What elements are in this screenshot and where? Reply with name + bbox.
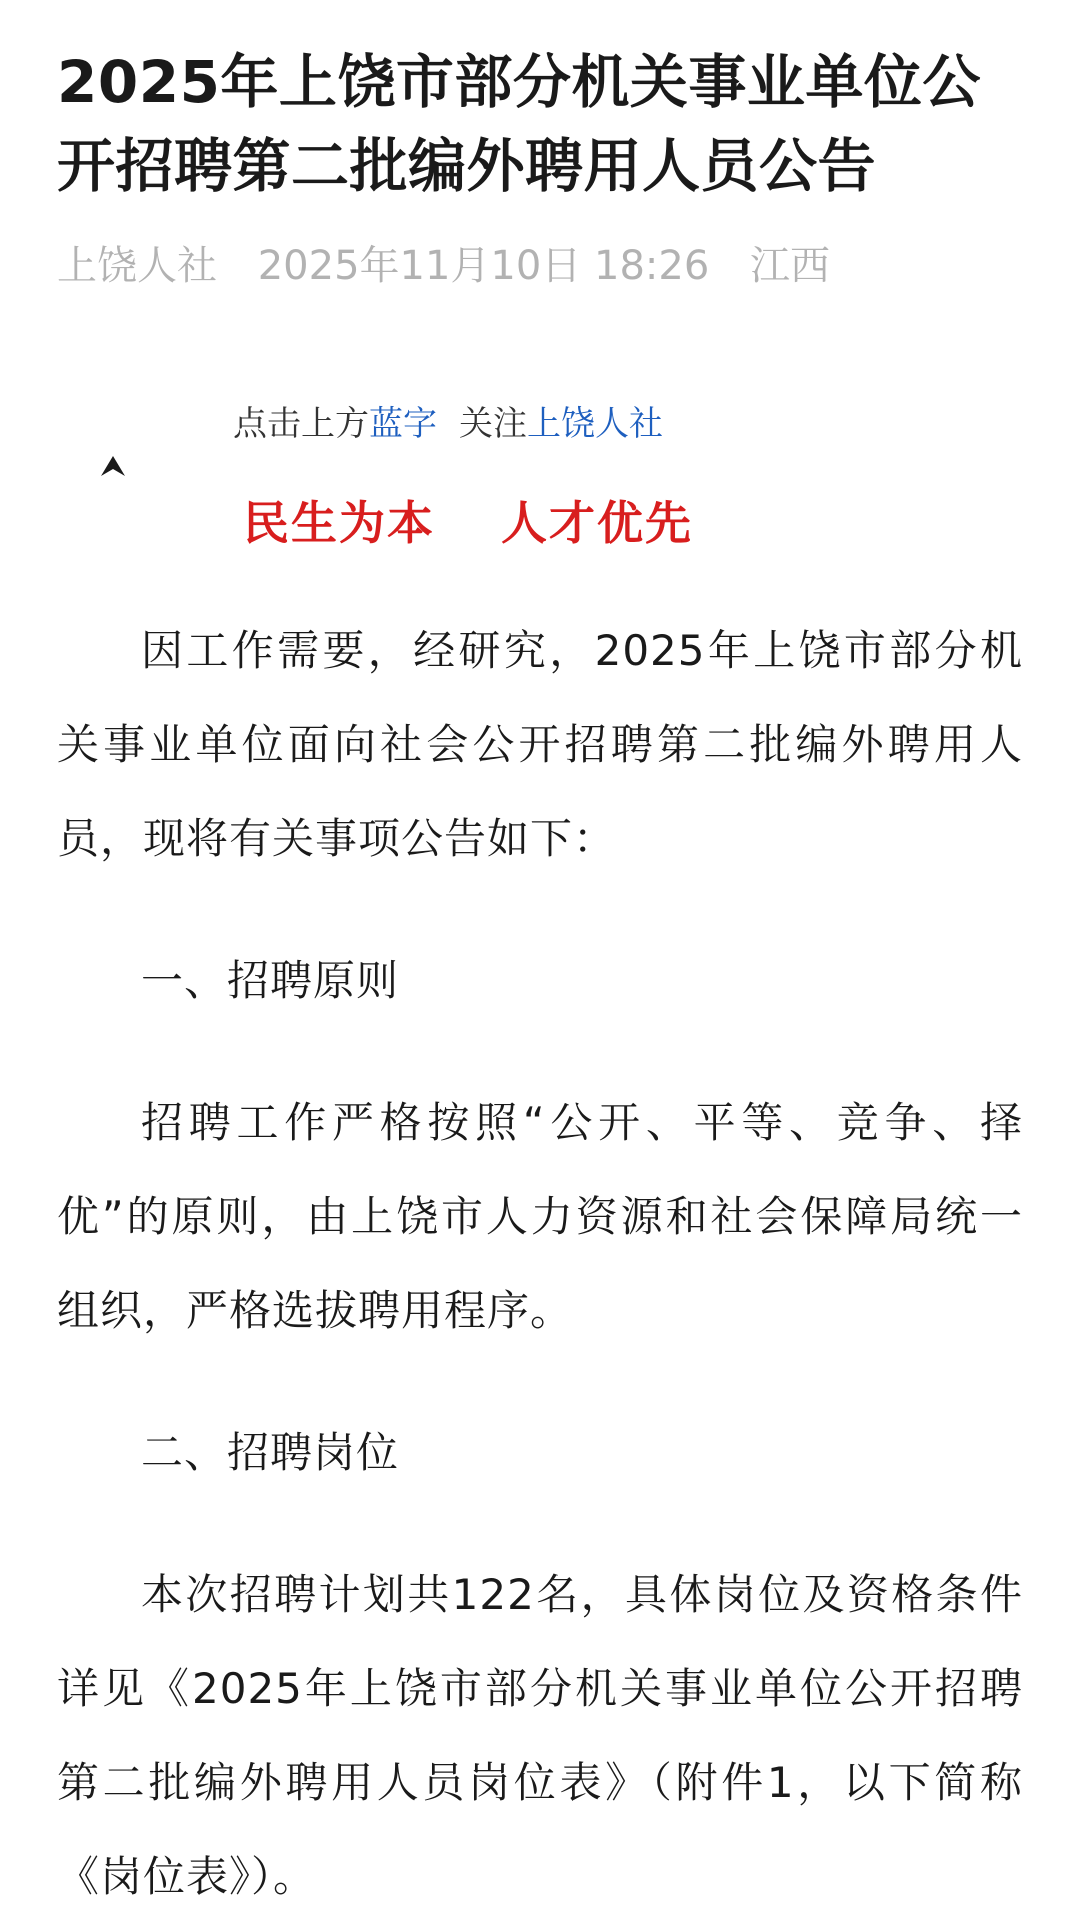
follow-middle: 关注 [459, 404, 527, 444]
arrow-up-icon [98, 452, 128, 482]
slogan-right: 人才优先 [501, 496, 693, 550]
follow-prompt [233, 400, 663, 448]
article-body [57, 604, 1023, 1924]
follow-account-link[interactable]: 上饶人社 [527, 404, 663, 444]
blue-word-link[interactable]: 蓝字 [369, 404, 437, 444]
follow-prefix: 点击上方 [233, 404, 369, 444]
paragraph-intro: 因工作需要，经研究，2025年上饶市部分机关事业单位面向社会公开招聘第二批编外聘用人员，现将有关事项公告如下： [57, 626, 1023, 863]
paragraph-principle: 招聘工作严格按照“公开、平等、竞争、择优”的原则，由上饶市人力资源和社会保障局统一组织，严格选拔聘用程序。 [57, 1098, 1023, 1335]
publish-datetime: 2025年11月10日 18:26 [257, 243, 710, 289]
section-heading-principle: 一、招聘原则 [141, 956, 400, 1005]
article-meta [57, 238, 1023, 294]
article-title: 2025年上饶市部分机关事业单位公开招聘第二批编外聘用人员公告 [57, 48, 981, 200]
section-heading-positions: 二、招聘岗位 [141, 1428, 400, 1477]
paragraph-positions: 本次招聘计划共122名，具体岗位及资格条件详见《2025年上饶市部分机关事业单位公开招聘第二批编外聘用人员岗位表》（附件1，以下简称《岗位表》）。 [57, 1570, 1023, 1901]
publish-location: 江西 [750, 243, 831, 289]
article-header [57, 0, 1023, 294]
slogan-banner [243, 493, 693, 553]
source-account-link[interactable]: 上饶人社 [57, 243, 217, 289]
slogan-left: 民生为本 [243, 496, 435, 550]
